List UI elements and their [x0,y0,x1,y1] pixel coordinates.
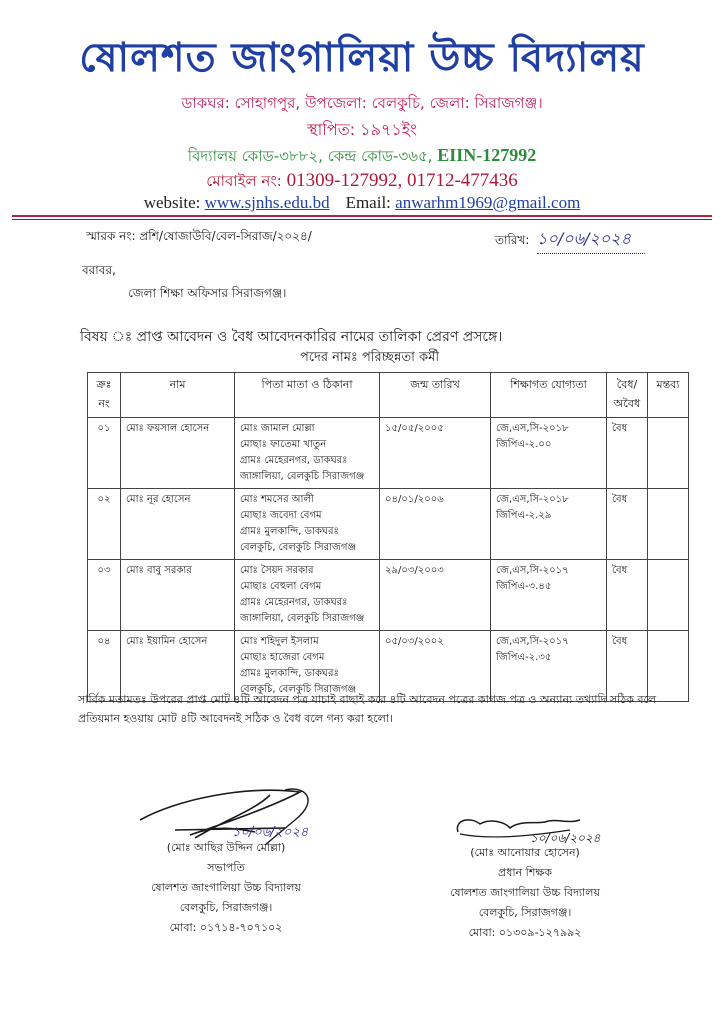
president-school: ষোলশত জাংগালিয়া উচ্চ বিদ্যালয় [151,881,301,894]
father-name: মোঃ শমসের আলী [240,494,314,505]
gpa: জিপিএ-২.০০ [496,439,552,450]
established-year: স্থাপিত: ১৯৭১ইং [307,120,417,139]
president-title: সভাপতি [207,861,245,874]
cell-parents-address [235,489,380,560]
gpa: জিপিএ-২.২৯ [496,510,552,521]
father-name: মোঃ সৈয়দ সরকার [240,565,314,576]
cell-remarks [648,560,689,631]
address-line-2: জাঙ্গালিয়া, বেলকুচি সিরাজগঞ্জ [240,471,365,482]
cell-birth-date: ০৫/০৩/২০০২ [380,631,491,702]
cell-birth-date: ২৯/০৩/২০০৩ [380,560,491,631]
president-block [136,838,316,938]
header-parents-address: পিতা মাতা ও ঠিকানা [235,373,380,418]
cell-validity: বৈধ [607,560,648,631]
applicant-table [87,372,689,702]
website-label: website: [143,193,205,212]
memo-number: স্মারক নং: প্রশি/ষোজাউবি/বেল-সিরাজ/২০২৪/ [86,229,312,243]
eiin-number: EIIN-127992 [437,145,537,165]
contact-web [0,193,724,213]
header-birth-date: জন্ম তারিখ [380,373,491,418]
table-row [88,489,689,560]
cell-validity: বৈধ [607,631,648,702]
president-sign-date: ১০/০৬/২০২৪ [232,825,309,840]
school-codes [0,145,724,170]
addressee-to: বরাবর, [82,263,116,277]
header-validity: বৈধ/ অবৈধ [607,373,648,418]
subject-line: বিষয় ঃ প্রাপ্ত আবেদন ও বৈধ আবেদনকারির নামের তালিকা প্রেরণ প্রসঙ্গে। [80,329,503,345]
cell-education [491,489,607,560]
cell-remarks [648,418,689,489]
school-address: ডাকঘর: সোহাগপুর, উপজেলা: বেলকুচি, জেলা: সিরাজগঞ্জ। [181,94,543,112]
cell-name: মোঃ নূর হোসেন [121,489,235,560]
headmaster-school: ষোলশত জাংগালিয়া উচ্চ বিদ্যালয় [450,886,600,899]
email-label: Email: [345,193,396,212]
exam: জে,এস,সি-২০১৮ [496,423,569,434]
exam: জে,এস,সি-২০১৭ [496,565,569,576]
cell-validity: বৈধ [607,489,648,560]
header-remarks: মন্তব্য [648,373,689,418]
cell-name: মোঃ ইয়ামিন হোসেন [121,631,235,702]
address-line-1: গ্রামঃ মেহেরনগর, ডাকঘরঃ [240,455,348,466]
cell-serial: ০৩ [88,560,121,631]
gpa: জিপিএ-৩.৪৫ [496,581,552,592]
father-name: মোঃ শহিদুল ইসলাম [240,636,319,647]
school-name: ষোলশত জাংগালিয়া উচ্চ বিদ্যালয় [79,34,645,81]
exam: জে,এস,সি-২০১৮ [496,494,569,505]
header-serial: ক্রঃ নং [88,373,121,418]
table-row [88,560,689,631]
cell-name: মোঃ ফয়সাল হোসেন [121,418,235,489]
date-label: তারিখ: [495,233,530,247]
cell-education [491,560,607,631]
address-line-1: গ্রামঃ মুলকান্দি, ডাকঘরঃ [240,668,339,679]
mobile-label: মোবাইল নং: [206,172,287,190]
headmaster-mobile: মোবা: ০১৩০৯-১২৭৯৯২ [468,926,582,939]
headmaster-location: বেলকুচি, সিরাজগঞ্জ। [478,906,572,919]
cell-serial: ০১ [88,418,121,489]
mother-name: মোছাঃ ফাতেমা খাতুন [240,439,327,450]
address-line-2: জাঙ্গালিয়া, বেলকুচি সিরাজগঞ্জ [240,613,365,624]
header-divider [12,215,712,217]
exam: জে,এস,সি-২০১৭ [496,636,569,647]
president-name: (মোঃ আছির উদ্দিন মোল্লা) [166,841,286,854]
recipient: জেলা শিক্ষা অফিসার সিরাজগঞ্জ। [128,286,287,300]
headmaster-block [430,843,620,943]
headmaster-title: প্রধান শিক্ষক [498,866,552,879]
website-link[interactable]: www.sjnhs.edu.bd [204,193,330,212]
header-name: নাম [121,373,235,418]
address-line-2: বেলকুচি, বেলকুচি সিরাজগঞ্জ [240,684,357,695]
table-header-row [88,373,689,418]
president-location: বেলকুচি, সিরাজগঞ্জ। [179,901,273,914]
date-value: ১০/০৬/২০২৪ [537,226,645,254]
headmaster-sign-date: ১০/০৬/২০২৪ [530,831,601,845]
post-name: পদের নামঃ পরিচ্ছন্নতা কর্মী [300,350,440,365]
header-education: শিক্ষাগত যোগ্যতা [491,373,607,418]
gpa: জিপিএ-২.৩৫ [496,652,552,663]
mother-name: মোছাঃ জবেদা বেগম [240,510,322,521]
cell-birth-date: ১৫/০৫/২০০৫ [380,418,491,489]
mother-name: মোছাঃ হাজেরা বেগম [240,652,325,663]
cell-validity: বৈধ [607,418,648,489]
address-line-2: বেলকুচি, বেলকুচি সিরাজগঞ্জ [240,542,357,553]
cell-parents-address [235,418,380,489]
address-line-1: গ্রামঃ মুলকান্দি, ডাকঘরঃ [240,526,339,537]
cell-parents-address [235,560,380,631]
contact-mobile [0,170,724,195]
cell-name: মোঃ বাবু সরকার [121,560,235,631]
address-line-1: গ্রামঃ মেহেরনগর, ডাকঘরঃ [240,597,348,608]
summary-opinion: সার্বিক মতামতঃ উপরের প্রাপ্ত মোট ৪টি আবেদন পত্র যাচাই বাছাই করে ৪টি আবেদন পত্রের কাগজ পত্র ও অন্যান্য তথ্যাদি সঠিক বলে প্রতিয়মান হওয়ায় মোট ৪টি আবেদনই সঠিক ও বৈধ বলে গন্য করা হলো। [78,693,657,725]
institution-codes: বিদ্যালয় কোড-৩৮৮২, কেন্দ্র কোড-৩৬৫, [187,147,438,165]
cell-birth-date: ০৪/০১/২০০৬ [380,489,491,560]
mobile-numbers: 01309-127992, 01712-477436 [286,170,518,191]
mother-name: মোছাঃ বেহুলা বেগম [240,581,322,592]
cell-education [491,418,607,489]
cell-remarks [648,489,689,560]
headmaster-name: (মোঃ আনোয়ার হোসেন) [470,846,580,859]
cell-serial: ০২ [88,489,121,560]
email-link[interactable]: anwarhm1969@gmail.com [395,193,581,212]
president-mobile: মোবা: ০১৭১৪-৭০৭১০২ [169,921,283,934]
table-row [88,418,689,489]
header-divider-thin [12,219,712,220]
cell-serial: ০৪ [88,631,121,702]
father-name: মোঃ জামাল মোল্লা [240,423,315,434]
